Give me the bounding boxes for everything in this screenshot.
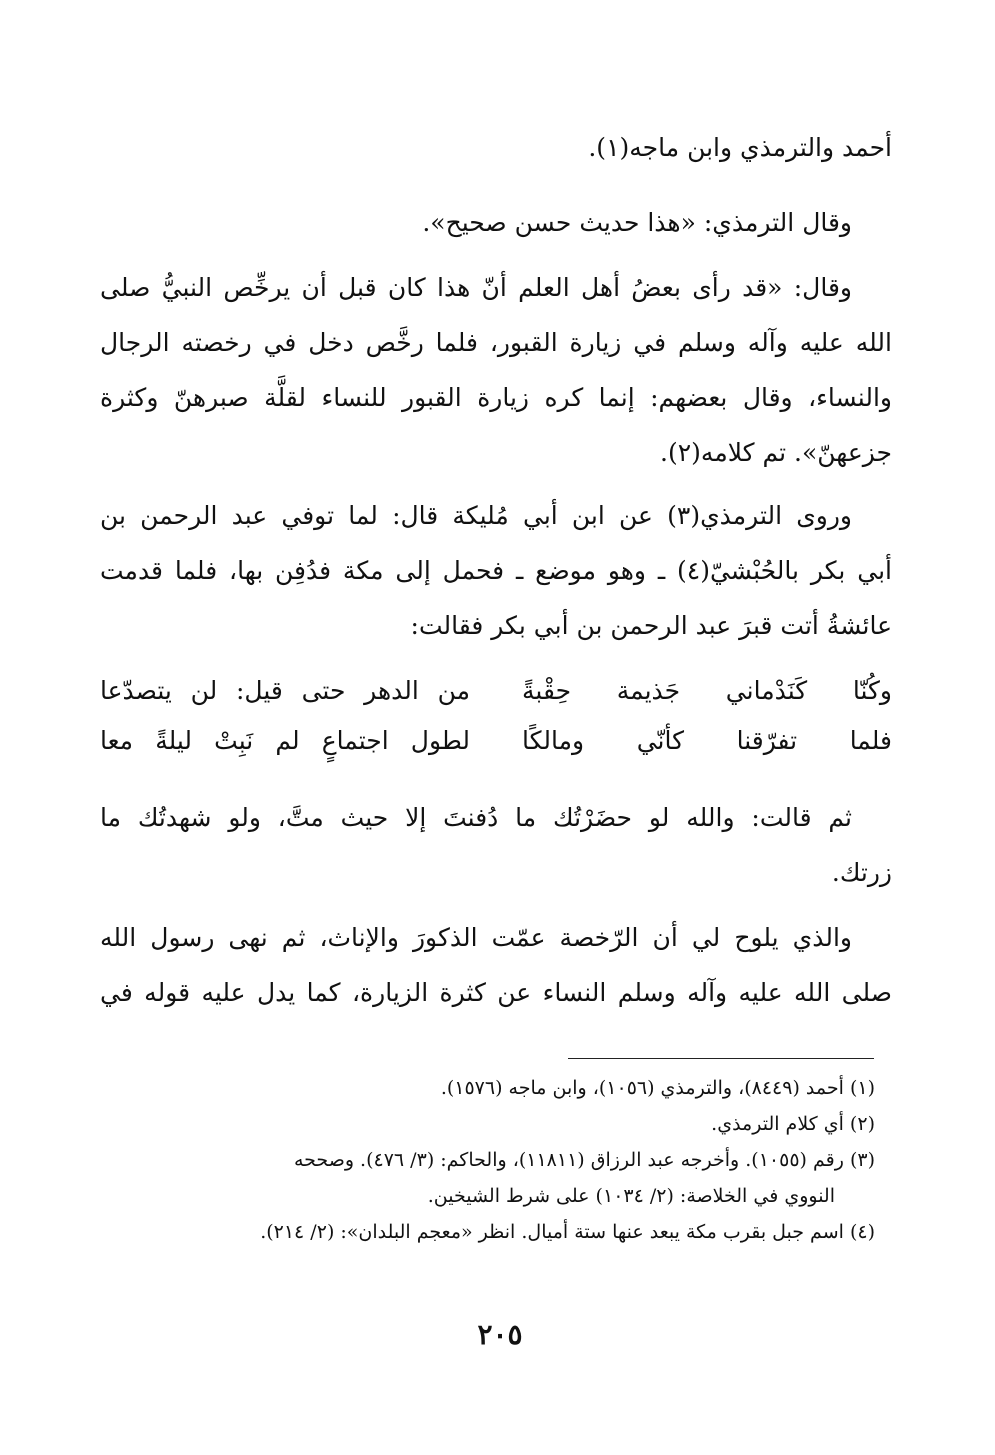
footnote-3-continued: النووي في الخلاصة: (٢/ ١٠٣٤) على شرط الشيخين.	[427, 1185, 835, 1207]
paragraph-3	[100, 260, 892, 480]
footnotes	[100, 1070, 875, 1250]
paragraph-1	[100, 120, 892, 175]
text-line: أبي بكر بالحُبْشيّ(٤) ـ وهو موضع ـ فحمل إلى مكة فدُفِن بها، فلما قدمت	[100, 556, 892, 585]
text-line: جزعهنّ». تم كلامه(٢).	[660, 438, 892, 467]
poem-verse-2	[100, 718, 892, 763]
footnote-separator	[568, 1058, 874, 1059]
footnote-2: (٢) أي كلام الترمذي.	[711, 1113, 875, 1135]
paragraph-2	[100, 195, 892, 250]
text-line: عائشةُ أتت قبرَ عبد الرحمن بن أبي بكر فقالت:	[410, 611, 892, 640]
poem-hemistich-second: من الدهر حتى قيل: لن يتصدّعا	[100, 676, 470, 705]
footnote-3: (٣) رقم (١٠٥٥). وأخرجه عبد الرزاق (١١٨١١)، والحاكم: (٣/ ٤٧٦). وصححه	[293, 1149, 875, 1171]
poem-hemistich-first: وكُنّا كَنَدْماني جَذيمة حِقْبةً	[522, 676, 892, 705]
paragraph-5	[100, 790, 892, 900]
poem-verse-1	[100, 668, 892, 713]
footnote-4: (٤) اسم جبل بقرب مكة يبعد عنها ستة أميال. انظر «معجم البلدان»: (٢/ ٢١٤).	[260, 1221, 875, 1243]
text-line: زرتك.	[831, 858, 892, 887]
footnote-1: (١) أحمد (٨٤٤٩)، والترمذي (١٠٥٦)، وابن ماجه (١٥٧٦).	[440, 1077, 875, 1099]
text-line: أحمد والترمذي وابن ماجه(١).	[588, 133, 892, 162]
poem-hemistich-first: فلما تفرّقنا كأنّي ومالكًا	[522, 726, 892, 755]
text-line: والنساء، وقال بعضهم: إنما كره زيارة القبور للنساء لقلَّة صبرهنّ وكثرة	[100, 383, 892, 412]
page-number: ٢٠٥	[477, 1318, 523, 1351]
poem-hemistich-second: لطول اجتماعٍ لم نَبِتْ ليلةً معا	[100, 726, 470, 755]
text-line: ثم قالت: والله لو حضَرْتُك ما دُفنتَ إلا حيث متَّ، ولو شهدتُك ما	[100, 803, 852, 832]
paragraph-6	[100, 910, 892, 1020]
paragraph-4	[100, 488, 892, 653]
text-line: الله عليه وآله وسلم في زيارة القبور، فلما رخَّص دخل في رخصته الرجال	[100, 328, 892, 357]
text-line: وقال: «قد رأى بعضُ أهل العلم أنّ هذا كان قبل أن يرخِّص النبيُّ صلى	[100, 273, 852, 302]
text-line: وروى الترمذي(٣) عن ابن أبي مُليكة قال: لما توفي عبد الرحمن بن	[100, 501, 853, 530]
text-line: والذي يلوح لي أن الرّخصة عمّت الذكورَ والإناث، ثم نهى رسول الله	[100, 923, 852, 952]
text-line: وقال الترمذي: «هذا حديث حسن صحيح».	[422, 208, 852, 237]
text-line: صلى الله عليه وآله وسلم النساء عن كثرة الزيارة، كما يدل عليه قوله في	[100, 978, 892, 1007]
